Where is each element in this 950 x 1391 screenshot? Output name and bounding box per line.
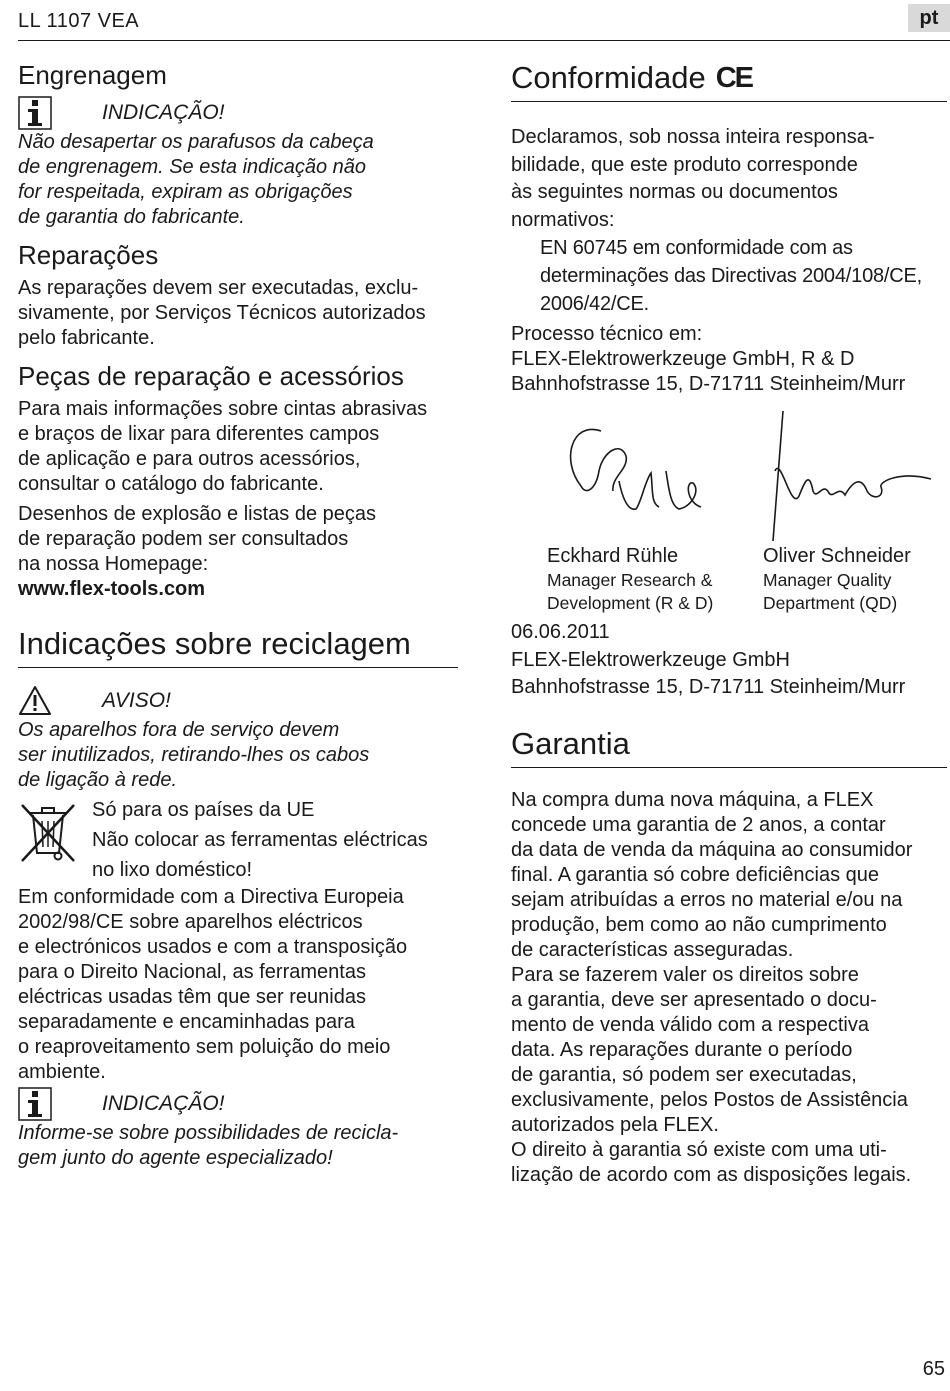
page-number: 65 (922, 1358, 945, 1380)
heading-garantia: Garantia (511, 724, 947, 768)
text-line: consultar o catálogo do fabricante. (18, 473, 324, 495)
heading-reciclagem: Indicações sobre reciclagem (18, 624, 458, 668)
text-line: Informe-se sobre possibilidades de recicla- (18, 1122, 399, 1144)
heading-engrenagem: Engrenagem (18, 60, 167, 90)
text-line: no lixo doméstico! (92, 859, 253, 881)
text-line: Não desapertar os parafusos da cabeça (18, 131, 374, 153)
paragraph (18, 276, 458, 351)
text-line: o reaproveitamento sem poluição do meio (18, 1036, 391, 1058)
text-line: ser inutilizados, retirando-lhes os cabos (18, 744, 370, 766)
date-address (511, 619, 947, 702)
text-line: e braços de lixar para diferentes campos (18, 423, 380, 445)
warning-header (18, 684, 458, 718)
weee-text (92, 797, 428, 883)
text-line: separadamente e encaminhadas para (18, 1011, 355, 1033)
directive-paragraph (18, 885, 458, 1085)
text-line: gem junto do agente especializado! (18, 1147, 333, 1169)
text-line: normativos: (511, 208, 615, 231)
text-line: 2006/42/CE. (540, 293, 649, 315)
notice-label: INDICAÇÃO! (102, 101, 225, 124)
text-line: Em conformidade com a Directiva Europeia (18, 886, 404, 908)
notice-text (18, 1121, 458, 1171)
signatory-name: Eckhard Rühle (547, 545, 679, 567)
signatory-role: Manager Quality (763, 570, 892, 590)
text-line: Para se fazerem valer os direitos sobre (511, 963, 859, 986)
signature-schneider (761, 401, 950, 551)
text-line: para o Direito Nacional, as ferramentas (18, 961, 366, 983)
header-rule (18, 40, 950, 41)
crossed-bin-icon (18, 799, 78, 867)
text-line: determinações das Directivas 2004/108/CE, (540, 265, 923, 287)
text-line: sivamente, por Serviços Técnicos autorizados (18, 302, 426, 324)
text-line: a garantia, deve ser apresentado o docu- (511, 988, 877, 1011)
text-line: de garantia, só podem ser executadas, (511, 1063, 857, 1086)
heading-pecas: Peças de reparação e acessórios (18, 361, 404, 391)
text-line: às seguintes normas ou documentos (511, 181, 838, 203)
warning-label: AVISO! (102, 689, 171, 712)
notice-header (18, 96, 458, 130)
text-line: autorizados pela FLEX. (511, 1113, 719, 1136)
text-line: O direito à garantia só existe com uma uti- (511, 1138, 887, 1161)
text-line: pelo fabricante. (18, 327, 155, 349)
signatory-role: Manager Research & (547, 570, 713, 590)
text-line: exclusivamente, pelos Postos de Assistência (511, 1088, 908, 1111)
info-icon (18, 96, 52, 130)
text-line: e electrónicos usados e com a transposição (18, 936, 408, 958)
signatory-role: Department (QD) (763, 593, 898, 613)
text-line: eléctricas usadas têm que ser reunidas (18, 986, 366, 1008)
text-line: de engrenagem. Se esta indicação não (18, 156, 367, 178)
section-engrenagem (18, 58, 458, 230)
text-line: mento de venda válido com a respectiva (511, 1013, 869, 1036)
language-tab: pt (908, 4, 950, 32)
text-line: Na compra duma nova máquina, a FLEX (511, 788, 874, 811)
signatory-1 (547, 543, 713, 615)
text-line: final. A garantia só cobre deficiências que (511, 863, 880, 886)
paragraph (18, 397, 458, 497)
text-line: concede uma garantia de 2 anos, a contar (511, 813, 886, 836)
text-line: FLEX-Elektrowerkzeuge GmbH, R & D (511, 348, 855, 370)
ce-mark: CE (715, 62, 753, 94)
text-line: FLEX-Elektrowerkzeuge GmbH (511, 648, 790, 671)
heading-text: Conformidade (511, 60, 706, 95)
text-line: EN 60745 em conformidade com as (540, 237, 853, 259)
info-icon (18, 1087, 52, 1121)
heading-reparacoes: Reparações (18, 240, 159, 270)
right-column (511, 58, 947, 1188)
text-line: de ligação à rede. (18, 769, 178, 791)
paragraph (511, 788, 947, 1188)
text-line: Desenhos de explosão e listas de peças (18, 503, 377, 525)
text-line: lização de acordo com as disposições legais. (511, 1163, 912, 1186)
text-line: de aplicação e para outros acessórios, (18, 448, 361, 470)
text-line: data. As reparações durante o período (511, 1038, 853, 1061)
warning-text (18, 718, 458, 793)
left-column (18, 58, 458, 1171)
text-line: sejam atribuídas a erros no material e/ou na (511, 888, 903, 911)
notice-label: INDICAÇÃO! (102, 1092, 225, 1115)
text-line: ambiente. (18, 1061, 106, 1083)
no-household-text (92, 827, 428, 883)
website-link[interactable]: www.flex-tools.com (18, 578, 206, 600)
text-line: Para mais informações sobre cintas abrasivas (18, 398, 428, 420)
section-garantia (511, 724, 947, 1188)
standards-list (511, 234, 947, 318)
paragraph (18, 502, 458, 602)
document-model: LL 1107 VEA (18, 10, 140, 32)
signature-area (511, 411, 947, 613)
text-line: produção, bem como ao não cumprimento (511, 913, 887, 936)
eu-only-text: Só para os países da UE (92, 799, 315, 821)
text-line: As reparações devem ser executadas, exclu- (18, 277, 419, 299)
section-conformidade (511, 58, 947, 702)
text-line: Os aparelhos fora de serviço devem (18, 719, 340, 741)
notice-header (18, 1087, 458, 1121)
section-pecas (18, 359, 458, 602)
text-line: Processo técnico em: (511, 323, 703, 345)
declaration-date: 06.06.2011 (511, 621, 610, 643)
text-line: de características asseguradas. (511, 938, 794, 961)
text-line: Bahnhofstrasse 15, D-71711 Steinheim/Murr (511, 373, 906, 395)
heading-conformidade (511, 58, 947, 102)
signatory-2 (763, 543, 911, 615)
text-line: Declaramos, sob nossa inteira responsa- (511, 126, 875, 148)
text-line: da data de venda da máquina ao consumidor (511, 838, 913, 861)
signatory-name: Oliver Schneider (763, 545, 911, 567)
tech-file-paragraph (511, 322, 947, 397)
text-line: Bahnhofstrasse 15, D-71711 Steinheim/Murr (511, 676, 906, 698)
warning-triangle-icon (18, 684, 52, 718)
weee-notice (18, 797, 458, 883)
text-line: de reparação podem ser consultados (18, 528, 349, 550)
text-line: Não colocar as ferramentas eléctricas (92, 829, 428, 851)
signature-ruhle (541, 411, 741, 531)
notice-text (18, 130, 458, 230)
text-line: for respeitada, expiram as obrigações (18, 181, 353, 203)
text-line: na nossa Homepage: (18, 553, 209, 575)
section-reciclagem (18, 624, 458, 1171)
signatory-role: Development (R & D) (547, 593, 714, 613)
text-line: 2002/98/CE sobre aparelhos eléctricos (18, 911, 363, 933)
section-reparacoes (18, 238, 458, 351)
text-line: de garantia do fabricante. (18, 206, 245, 228)
text-line: bilidade, que este produto corresponde (511, 153, 858, 176)
paragraph (511, 124, 947, 234)
